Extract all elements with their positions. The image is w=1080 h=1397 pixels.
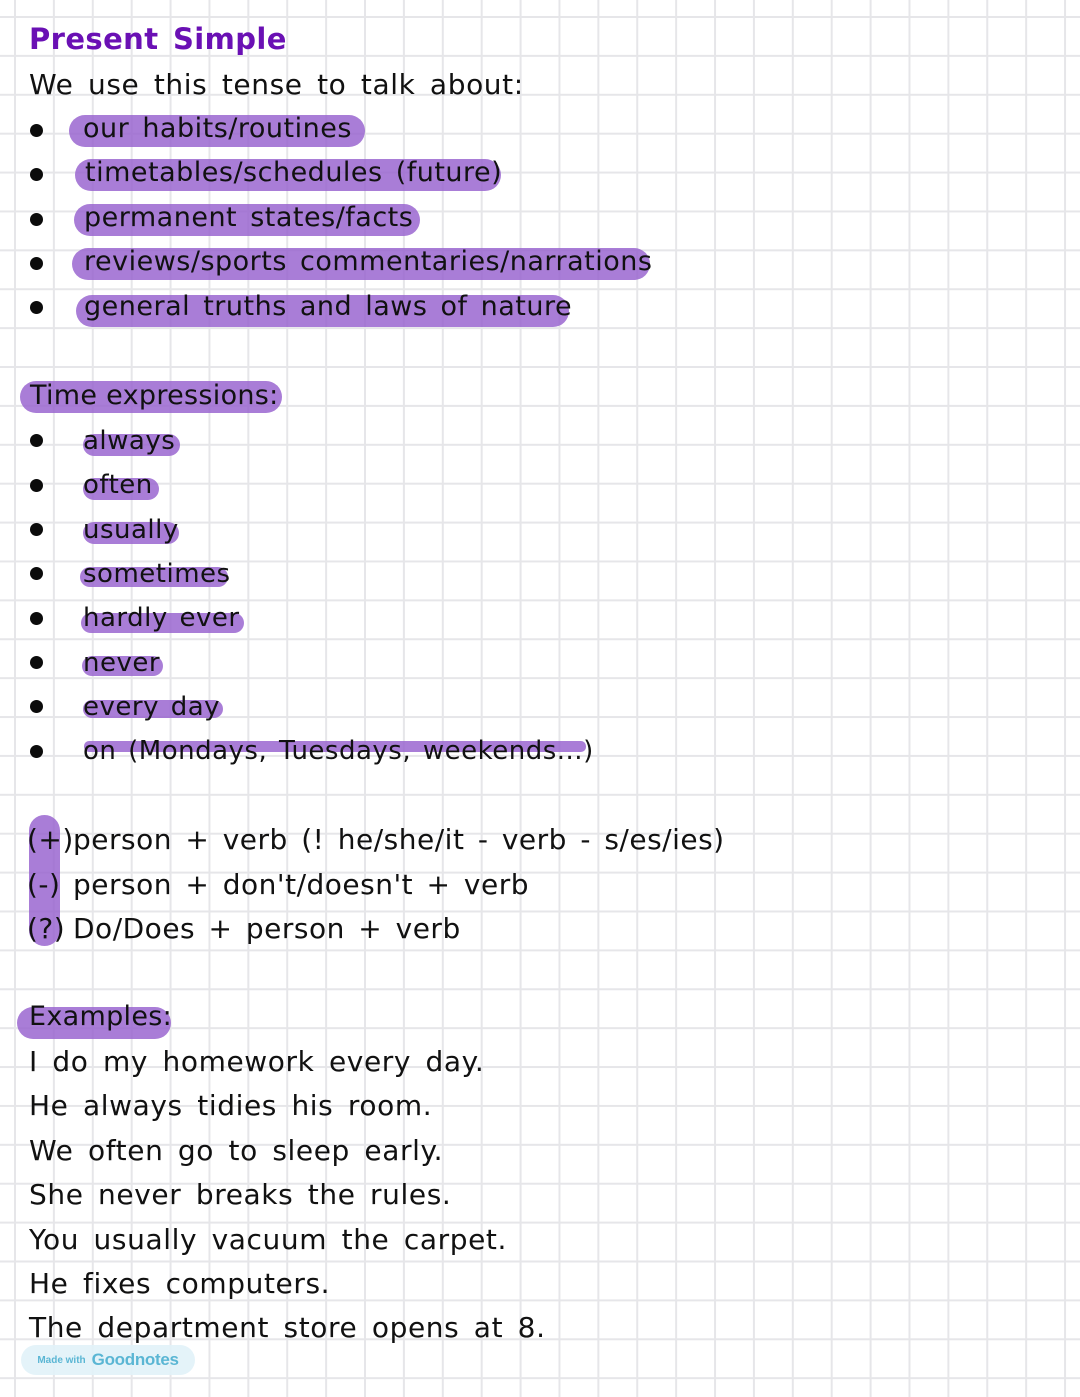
form-question [27,912,461,946]
bullet-icon [30,567,43,580]
bullet-icon [30,168,43,181]
example-sentence: She never breaks the rules. [29,1178,452,1211]
example-sentence: He fixes computers. [29,1267,331,1300]
form-negative [27,868,529,902]
example-sentence: I do my homework every day. [29,1045,485,1078]
bullet-icon [30,612,43,625]
minus-symbol: (-) [27,868,61,901]
list-item: never [83,648,161,678]
section-heading: Examples: [29,1001,172,1032]
watermark-prefix: Made with [37,1354,86,1366]
bullet-icon [30,434,43,447]
list-item: permanent states/facts [84,202,414,233]
bullet-icon [30,745,43,758]
bullet-icon [30,700,43,713]
bullet-icon [30,213,43,226]
form-text: person + don't/doesn't + verb [73,868,529,901]
question-symbol: (?) [27,912,66,945]
list-item: general truths and laws of nature [84,291,573,322]
example-sentence: We often go to sleep early. [29,1134,444,1167]
form-affirmative [27,823,725,857]
example-sentence: You usually vacuum the carpet. [29,1223,508,1256]
bullet-icon [30,124,43,137]
list-item: sometimes [83,559,231,589]
list-item: always [83,426,176,456]
list-item: usually [83,515,179,545]
bullet-icon [30,656,43,669]
example-sentence: The department store opens at 8. [29,1311,546,1344]
intro-text: We use this tense to talk about: [29,68,524,101]
bullet-icon [30,523,43,536]
bullet-icon [30,479,43,492]
goodnotes-watermark [21,1345,195,1375]
list-item: on (Mondays, Tuesdays, weekends...) [83,736,594,766]
form-text: person + verb (! he/she/it - verb - s/es/ies) [73,823,725,856]
goodnotes-logo: Goodnotes [91,1350,179,1369]
list-item: every day [83,692,221,722]
bullet-icon [30,301,43,314]
list-item: hardly ever [83,603,240,633]
form-text: Do/Does + person + verb [73,912,461,945]
list-item: timetables/schedules (future) [85,157,503,188]
list-item: reviews/sports commentaries/narrations [84,246,653,277]
list-item: our habits/routines [83,113,352,144]
list-item: often [83,470,153,500]
example-sentence: He always tidies his room. [29,1089,433,1122]
plus-symbol: (+) [27,823,74,856]
bullet-icon [30,257,43,270]
page-title: Present Simple [29,22,287,56]
section-heading: Time expressions: [30,380,279,411]
